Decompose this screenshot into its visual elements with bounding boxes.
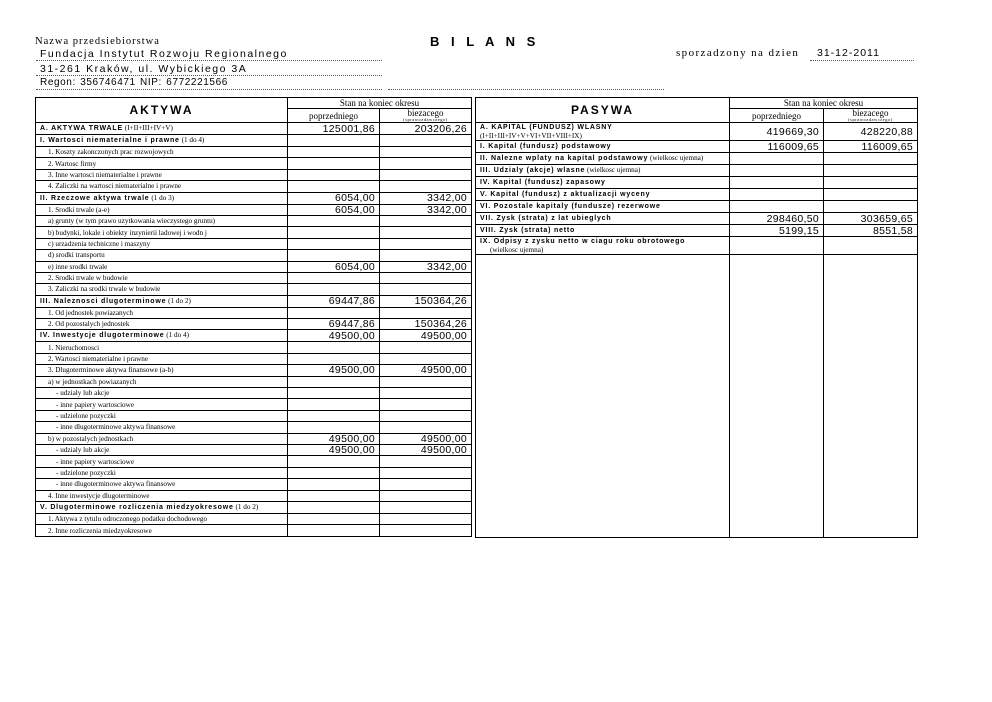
aktywa-row-label-text: b) budynki, lokale i obiekty inzynierii ladowej i wodn j xyxy=(48,228,207,237)
aktywa-row-label-text: III. Naleznosci dlugoterminowe xyxy=(40,297,167,305)
aktywa-row-curr-value xyxy=(380,342,472,353)
aktywa-row-label-text: IV. Inwestycje dlugoterminowe xyxy=(40,332,165,340)
pasywa-row-prev-value xyxy=(730,201,824,213)
aktywa-row-curr-value xyxy=(380,479,472,490)
aktywa-row-curr-value: 49500,00 xyxy=(380,330,472,342)
aktywa-row-curr-value xyxy=(380,158,472,169)
aktywa-row-curr-value xyxy=(380,399,472,410)
aktywa-row-prev-value xyxy=(288,388,380,399)
aktywa-row-label-text: 3. Zaliczki na srodki trwale w budowie xyxy=(48,285,161,294)
pasywa-row-prev-value: 298460,50 xyxy=(730,213,824,225)
aktywa-row-label-text: 1. Od jednostek powiazanych xyxy=(48,308,134,317)
aktywa-row-label xyxy=(36,181,288,192)
aktywa-row-label xyxy=(36,388,288,399)
aktywa-row-label-text: 1. Srodki trwale (a-e) xyxy=(48,205,110,214)
aktywa-row-label xyxy=(36,513,288,524)
aktywa-row xyxy=(36,410,472,421)
aktywa-row-prev-value: 49500,00 xyxy=(288,330,380,342)
aktywa-row-label xyxy=(36,353,288,364)
aktywa-row-label-text: - inne dlugoterminowe aktywa finansowe xyxy=(56,480,176,489)
aktywa-row xyxy=(36,399,472,410)
aktywa-row xyxy=(36,342,472,353)
aktywa-row-label xyxy=(36,192,288,204)
aktywa-row xyxy=(36,330,472,342)
aktywa-row-label xyxy=(36,272,288,283)
aktywa-row-label xyxy=(36,261,288,272)
document-title: B I L A N S xyxy=(430,34,540,49)
aktywa-row-prev-value xyxy=(288,501,380,513)
pasywa-row-label-text: IV. Kapital (fundusz) zapasowy xyxy=(480,179,606,186)
aktywa-row xyxy=(36,353,472,364)
aktywa-row-label-text: - inne papiery wartosciowe xyxy=(56,400,135,409)
aktywa-row-label xyxy=(36,444,288,455)
aktywa-row xyxy=(36,319,472,330)
aktywa-row-label xyxy=(36,376,288,387)
aktywa-row-label-suffix: (1 do 2) xyxy=(168,296,191,305)
aktywa-row-label-text: - udzielone pozyczki xyxy=(56,412,116,420)
aktywa-row-label xyxy=(36,169,288,180)
company-name-label: Nazwa przedsiebiorstwa xyxy=(35,36,160,47)
pasywa-row-label-text: VII. Zysk (strata) z lat ubieglych xyxy=(480,215,612,222)
aktywa-row-curr-value xyxy=(380,181,472,192)
aktywa-row-curr-value xyxy=(380,215,472,226)
aktywa-row-prev-value xyxy=(288,490,380,501)
pasywa-row-label-text: IX. Odpisy z zysku netto w ciagu roku obrotowego xyxy=(480,238,686,245)
aktywa-table-body xyxy=(36,98,472,537)
pasywa-row-label xyxy=(476,201,730,213)
pasywa-row-prev-value: 116009,65 xyxy=(730,141,824,153)
aktywa-row-curr-value xyxy=(380,376,472,387)
aktywa-row-prev-value xyxy=(288,422,380,433)
aktywa-row xyxy=(36,295,472,307)
pasywa-row-label xyxy=(476,153,730,165)
aktywa-row xyxy=(36,525,472,536)
pasywa-row-curr-value xyxy=(824,165,918,177)
aktywa-row-curr-value xyxy=(380,467,472,478)
aktywa-row-label xyxy=(36,135,288,147)
aktywa-row-prev-value: 49500,00 xyxy=(288,444,380,455)
aktywa-header-row xyxy=(36,98,472,109)
aktywa-row-label-text: - udzielone pozyczki xyxy=(56,468,116,477)
aktywa-row-label-text: a) w jednostkach powiazanych xyxy=(48,377,137,386)
aktywa-row xyxy=(36,422,472,433)
aktywa-row-prev-value xyxy=(288,479,380,490)
pasywa-row xyxy=(476,141,918,153)
company-regon-underline xyxy=(36,89,382,90)
aktywa-row-curr-value xyxy=(380,227,472,238)
aktywa-row-curr-value xyxy=(380,169,472,180)
pasywa-row-label-text: VI. Pozostale kapitaly (fundusze) rezerwowe xyxy=(480,203,661,210)
aktywa-row-label-text: 2. Wartosc firmy xyxy=(48,159,97,168)
aktywa-row-curr-value xyxy=(380,147,472,158)
aktywa-row-curr-value: 49500,00 xyxy=(380,433,472,444)
aktywa-row-label xyxy=(36,422,288,433)
aktywa-row-prev-value xyxy=(288,284,380,295)
aktywa-row-prev-value xyxy=(288,169,380,180)
aktywa-row xyxy=(36,376,472,387)
pasywa-row-label-text: VIII. Zysk (strata) netto xyxy=(480,227,576,234)
aktywa-row xyxy=(36,147,472,158)
aktywa-row-label xyxy=(36,456,288,467)
aktywa-row-curr-value xyxy=(380,513,472,524)
pasywa-row xyxy=(476,201,918,213)
aktywa-row-prev-value: 49500,00 xyxy=(288,433,380,444)
aktywa-row xyxy=(36,238,472,249)
pasywa-table-body xyxy=(476,98,918,538)
aktywa-row-label xyxy=(36,410,288,421)
aktywa-row xyxy=(36,261,472,272)
pasywa-row-label xyxy=(476,141,730,153)
pasywa-row-label-text: II. Nalezne wplaty na kapital podstawowy xyxy=(480,155,649,162)
aktywa-row xyxy=(36,365,472,376)
aktywa-row-label xyxy=(36,365,288,376)
aktywa-row-prev-value: 69447,86 xyxy=(288,319,380,330)
aktywa-row xyxy=(36,513,472,524)
aktywa-row-label-text: A. AKTYWA TRWALE xyxy=(40,125,123,132)
pasywa-filler-cell xyxy=(824,255,918,538)
aktywa-row-curr-value xyxy=(380,422,472,433)
pasywa-curr-label-cell xyxy=(824,109,918,123)
pasywa-row-curr-value: 428220,88 xyxy=(824,123,918,141)
aktywa-row xyxy=(36,467,472,478)
aktywa-row-prev-value: 69447,86 xyxy=(288,295,380,307)
aktywa-row-label xyxy=(36,307,288,318)
aktywa-row-prev-value: 49500,00 xyxy=(288,365,380,376)
aktywa-row xyxy=(36,490,472,501)
aktywa-row xyxy=(36,250,472,261)
pasywa-row-label xyxy=(476,237,730,255)
pasywa-row xyxy=(476,237,918,255)
aktywa-row-prev-value xyxy=(288,227,380,238)
pasywa-row-curr-value: 303659,65 xyxy=(824,213,918,225)
pasywa-curr-sub: (sprawozdawczego) xyxy=(848,117,893,122)
pasywa-row-label-text: V. Kapital (fundusz) z aktualizacji wyceny xyxy=(480,191,651,198)
pasywa-row-label-suffix: (wielkosc ujemna) xyxy=(587,166,641,174)
pasywa-table xyxy=(475,97,918,538)
aktywa-row-label-text: a) grunty (w tym prawo uzytkowania wieczystego gruntu) xyxy=(48,217,216,226)
aktywa-row-curr-value: 150364,26 xyxy=(380,295,472,307)
aktywa-row-label-text: - inne papiery wartosciowe xyxy=(56,457,135,466)
aktywa-row-curr-value xyxy=(380,501,472,513)
aktywa-row-curr-value: 3342,00 xyxy=(380,261,472,272)
aktywa-row-curr-value xyxy=(380,272,472,283)
pasywa-row xyxy=(476,213,918,225)
aktywa-row-label xyxy=(36,147,288,158)
pasywa-row-label-suffix: (wielkosc ujemna) xyxy=(649,154,704,162)
pasywa-row-curr-value xyxy=(824,189,918,201)
pasywa-row xyxy=(476,123,918,141)
company-name: Fundacja Instytut Rozwoju Regionalnego xyxy=(40,48,288,60)
pasywa-title: PASYWA xyxy=(476,98,730,123)
date-label: sporzadzony na dzien xyxy=(676,47,800,59)
aktywa-row-label-text: 4. Inne inwestycje dlugoterminowe xyxy=(48,491,150,500)
pasywa-filler-cell xyxy=(730,255,824,538)
aktywa-row-label-text: 2. Srodki trwale w budowie xyxy=(48,274,128,283)
aktywa-row-curr-value: 3342,00 xyxy=(380,204,472,215)
pasywa-row-prev-value: 5199,15 xyxy=(730,225,824,237)
pasywa-row xyxy=(476,153,918,165)
aktywa-row-label-text: 3. Inne wartosci niematerialne i prawne xyxy=(48,170,162,179)
aktywa-row-label-text: II. Rzeczowe aktywa trwale xyxy=(40,194,150,202)
aktywa-row-prev-value xyxy=(288,181,380,192)
aktywa-row-label-text: V. Dlugoterminowe rozliczenia miedzyokresowe xyxy=(40,503,234,511)
aktywa-prev-label: poprzedniego xyxy=(288,109,380,123)
aktywa-row-label xyxy=(36,227,288,238)
aktywa-row-label xyxy=(36,204,288,215)
aktywa-row xyxy=(36,204,472,215)
company-regon-nip: Regon: 356746471 NIP: 6772221566 xyxy=(40,77,228,88)
aktywa-row-label xyxy=(36,330,288,342)
aktywa-row-label xyxy=(36,295,288,307)
aktywa-row-prev-value xyxy=(288,513,380,524)
aktywa-row-label-text: 1. Nieruchomosci xyxy=(48,343,100,352)
pasywa-row-prev-value: 419669,30 xyxy=(730,123,824,141)
aktywa-row xyxy=(36,215,472,226)
pasywa-row-prev-value xyxy=(730,189,824,201)
aktywa-row-label xyxy=(36,501,288,513)
header-underline-right xyxy=(388,89,664,90)
aktywa-row-prev-value xyxy=(288,158,380,169)
pasywa-row xyxy=(476,225,918,237)
aktywa-row-prev-value: 125001,86 xyxy=(288,123,380,135)
aktywa-row-prev-value xyxy=(288,307,380,318)
date-value: 31-12-2011 xyxy=(817,47,880,59)
aktywa-row-label xyxy=(36,490,288,501)
aktywa-row-curr-value xyxy=(380,490,472,501)
pasywa-row-prev-value xyxy=(730,165,824,177)
aktywa-row xyxy=(36,479,472,490)
pasywa-row-label xyxy=(476,177,730,189)
aktywa-row-label-suffix: (1 do 4) xyxy=(166,331,190,340)
aktywa-row-label xyxy=(36,479,288,490)
aktywa-row-prev-value xyxy=(288,250,380,261)
aktywa-row-curr-value xyxy=(380,456,472,467)
aktywa-row-label-suffix: (1 do 4) xyxy=(181,136,205,144)
aktywa-row xyxy=(36,135,472,147)
aktywa-row-curr-value xyxy=(380,410,472,421)
aktywa-row-prev-value xyxy=(288,410,380,421)
aktywa-row-label xyxy=(36,158,288,169)
aktywa-row-label xyxy=(36,342,288,353)
aktywa-row xyxy=(36,158,472,169)
pasywa-row-label xyxy=(476,225,730,237)
aktywa-row xyxy=(36,192,472,204)
aktywa-row-label xyxy=(36,238,288,249)
aktywa-row xyxy=(36,307,472,318)
aktywa-row-curr-value: 49500,00 xyxy=(380,444,472,455)
company-address-underline xyxy=(36,75,382,76)
pasywa-filler-row xyxy=(476,255,918,538)
pasywa-row xyxy=(476,165,918,177)
pasywa-row-label xyxy=(476,165,730,177)
aktywa-row-curr-value xyxy=(380,388,472,399)
aktywa-row-curr-value xyxy=(380,525,472,536)
pasywa-row-label xyxy=(476,123,730,141)
aktywa-row-label xyxy=(36,525,288,536)
aktywa-row-prev-value xyxy=(288,467,380,478)
date-underline xyxy=(810,60,914,61)
pasywa-filler-cell xyxy=(476,255,730,538)
aktywa-row-label-text: 1. Koszty zakonczonych prac rozwojowych xyxy=(48,148,174,157)
aktywa-row-curr-value: 49500,00 xyxy=(380,365,472,376)
pasywa-row-prev-value xyxy=(730,237,824,255)
aktywa-row xyxy=(36,388,472,399)
aktywa-row-label xyxy=(36,467,288,478)
pasywa-curr-label: biezacego xyxy=(852,108,889,118)
aktywa-row-prev-value xyxy=(288,238,380,249)
aktywa-row xyxy=(36,123,472,135)
pasywa-row-curr-value: 116009,65 xyxy=(824,141,918,153)
aktywa-row-prev-value xyxy=(288,456,380,467)
aktywa-row-prev-value xyxy=(288,376,380,387)
pasywa-row xyxy=(476,189,918,201)
aktywa-row-label-text: 2. Inne rozliczenia miedzyokresowe xyxy=(48,526,152,535)
aktywa-row-prev-value: 6054,00 xyxy=(288,204,380,215)
pasywa-row-label-line2: (I+II+III+IV+V+VI+VII+VIII+IX) xyxy=(480,132,582,140)
pasywa-header-row xyxy=(476,98,918,109)
pasywa-row-label-text: I. Kapital (fundusz) podstawowy xyxy=(480,143,612,150)
aktywa-curr-label: biezacego xyxy=(407,108,444,118)
aktywa-row-curr-value xyxy=(380,307,472,318)
pasywa-row-label xyxy=(476,189,730,201)
aktywa-row-prev-value: 6054,00 xyxy=(288,192,380,204)
aktywa-row-label-text: e) inne srodki trwale xyxy=(48,262,108,271)
pasywa-row xyxy=(476,177,918,189)
company-address: 31-261 Kraków, ul. Wybickiego 3A xyxy=(40,63,248,75)
aktywa-row-label-text: 1. Aktywa z tytulu odroczonego podatku dochodowego xyxy=(48,515,208,524)
pasywa-row-curr-value xyxy=(824,201,918,213)
aktywa-row-label xyxy=(36,250,288,261)
aktywa-row-label-suffix: (1 do 3) xyxy=(151,193,175,202)
aktywa-row-curr-value: 3342,00 xyxy=(380,192,472,204)
aktywa-row-prev-value xyxy=(288,353,380,364)
aktywa-row-curr-value xyxy=(380,284,472,295)
aktywa-row xyxy=(36,284,472,295)
aktywa-row xyxy=(36,227,472,238)
pasywa-prev-label: poprzedniego xyxy=(730,109,824,123)
aktywa-row-label-text: b) w pozostalych jednostkach xyxy=(48,434,134,443)
aktywa-row xyxy=(36,444,472,455)
aktywa-title: AKTYWA xyxy=(36,98,288,123)
pasywa-row-curr-value xyxy=(824,237,918,255)
aktywa-row-prev-value: 6054,00 xyxy=(288,261,380,272)
aktywa-row-prev-value xyxy=(288,272,380,283)
aktywa-row-prev-value xyxy=(288,135,380,147)
aktywa-row-label xyxy=(36,284,288,295)
aktywa-row-prev-value xyxy=(288,525,380,536)
aktywa-row-label xyxy=(36,399,288,410)
aktywa-row xyxy=(36,456,472,467)
aktywa-row-curr-value: 203206,26 xyxy=(380,123,472,135)
aktywa-row-label-text: - udzialy lub akcje xyxy=(56,389,110,398)
aktywa-row-label-suffix: (I+II+III+IV+V) xyxy=(124,124,173,132)
aktywa-row-label xyxy=(36,215,288,226)
aktywa-row-curr-value: 150364,26 xyxy=(380,319,472,330)
aktywa-row-label-text: - udzialy lub akcje xyxy=(56,446,110,455)
aktywa-row-curr-value xyxy=(380,250,472,261)
aktywa-row-label-text: 2. Od pozostalych jednostek xyxy=(48,320,130,329)
pasywa-row-curr-value: 8551,58 xyxy=(824,225,918,237)
aktywa-curr-sub: (sprawozdawczego) xyxy=(403,117,448,122)
aktywa-row xyxy=(36,272,472,283)
pasywa-row-label xyxy=(476,213,730,225)
aktywa-row-prev-value xyxy=(288,215,380,226)
aktywa-row-curr-value xyxy=(380,135,472,147)
aktywa-row xyxy=(36,181,472,192)
aktywa-curr-label-cell xyxy=(380,109,472,123)
aktywa-row xyxy=(36,433,472,444)
aktywa-row-label xyxy=(36,433,288,444)
aktywa-row xyxy=(36,169,472,180)
pasywa-row-label-line2: (wielkosc ujemna) xyxy=(490,246,544,254)
pasywa-row-curr-value xyxy=(824,177,918,189)
aktywa-row-label-text: 2. Wartosci niematerialne i prawne xyxy=(48,355,149,364)
aktywa-stan-label: Stan na koniec okresu xyxy=(288,98,472,109)
company-name-underline xyxy=(36,60,382,61)
aktywa-row-curr-value xyxy=(380,238,472,249)
aktywa-row-label-text: 4. Zaliczki na wartosci niematerialne i prawne xyxy=(48,182,182,191)
aktywa-row-label-text: - inne dlugoterminowe aktywa finansowe xyxy=(56,423,176,432)
pasywa-stan-label: Stan na koniec okresu xyxy=(730,98,918,109)
aktywa-row-label-suffix: (1 do 2) xyxy=(235,502,259,511)
aktywa-row-prev-value xyxy=(288,399,380,410)
aktywa-table xyxy=(35,97,472,537)
aktywa-row-label xyxy=(36,123,288,135)
aktywa-row-curr-value xyxy=(380,353,472,364)
aktywa-row-prev-value xyxy=(288,147,380,158)
aktywa-row-label-text: d) srodki transportu xyxy=(48,251,105,260)
pasywa-row-label-text: III. Udzialy (akcje) wlasne xyxy=(480,167,586,174)
pasywa-row-curr-value xyxy=(824,153,918,165)
aktywa-row-label xyxy=(36,319,288,330)
aktywa-row xyxy=(36,501,472,513)
pasywa-row-prev-value xyxy=(730,177,824,189)
aktywa-row-label-text: 3. Dlugoterminowe aktywa finansowe (a-b) xyxy=(48,366,174,375)
aktywa-row-label-text: c) urzadzenia techniczne i maszyny xyxy=(48,239,151,248)
pasywa-row-label-text: A. KAPITAL (FUNDUSZ) WLASNY xyxy=(480,124,613,131)
aktywa-row-label-text: I. Wartosci niematerialne i prawne xyxy=(40,137,180,144)
aktywa-row-prev-value xyxy=(288,342,380,353)
pasywa-row-prev-value xyxy=(730,153,824,165)
